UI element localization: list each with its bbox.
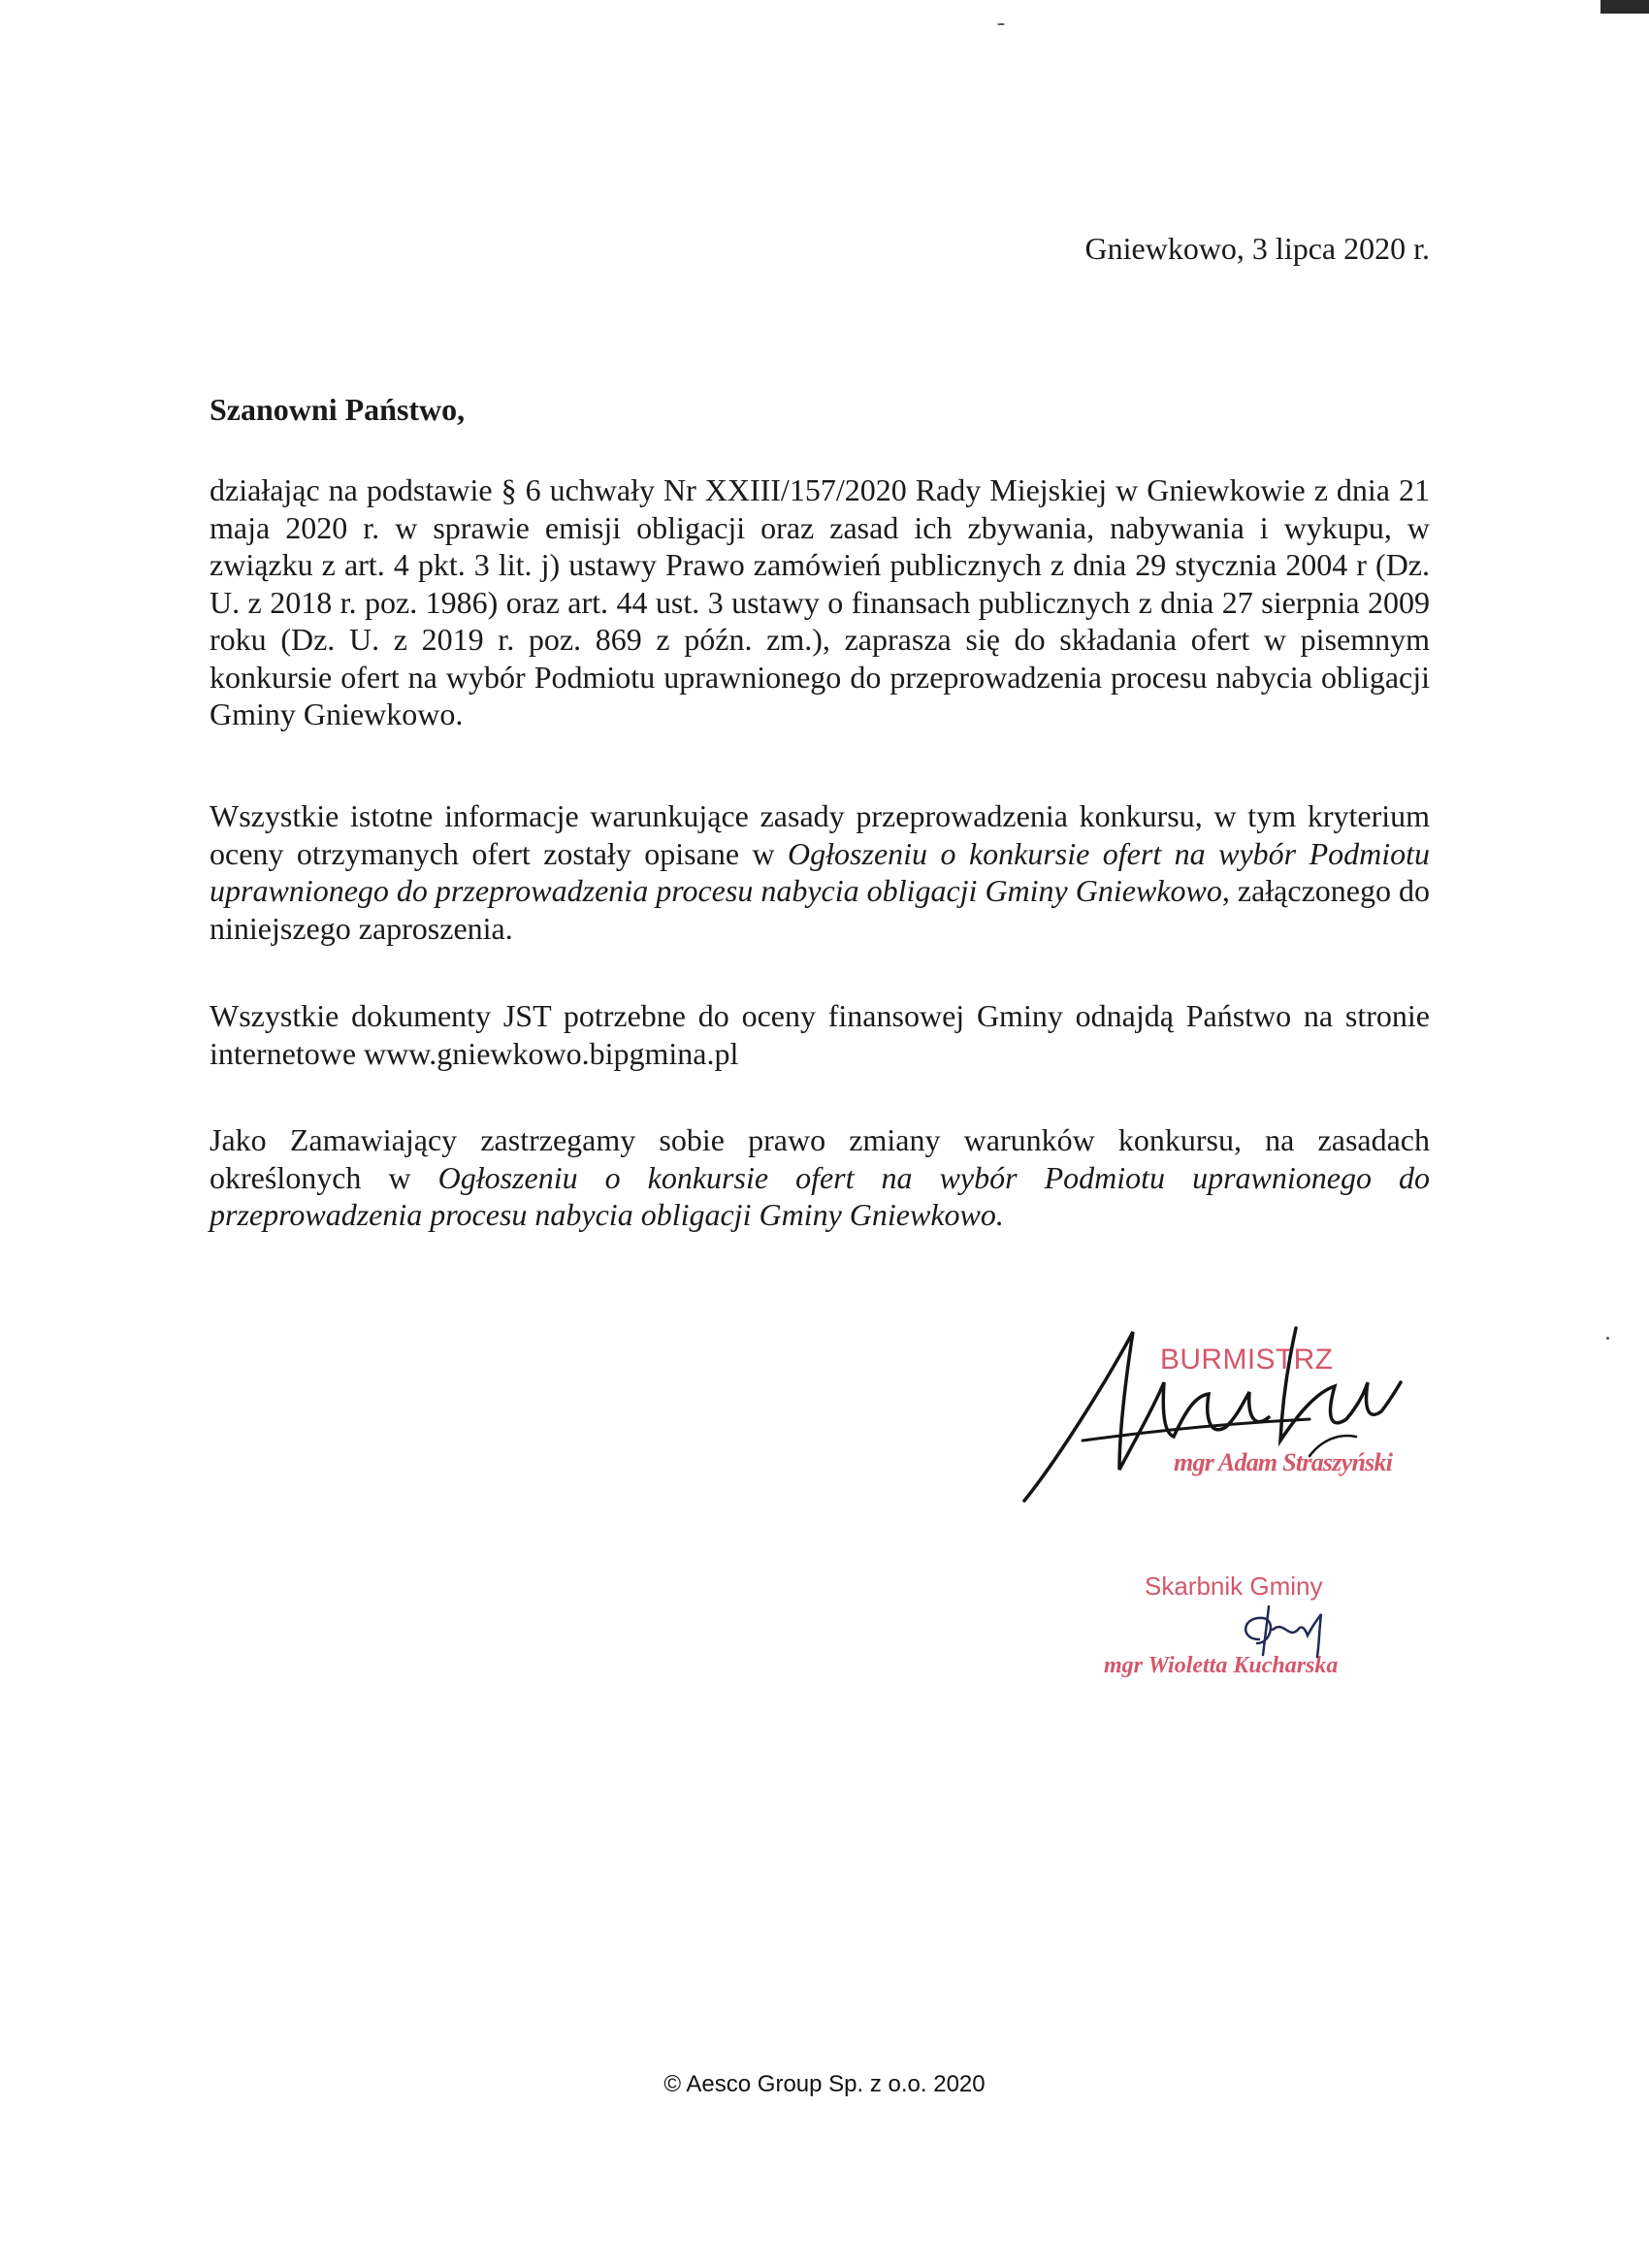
skarbnik-stamp-name: mgr Wioletta Kucharska [1104,1653,1339,1678]
skarbnik-signature [1230,1601,1335,1659]
paragraph-text: Wszystkie istotne informacje warunkujące zasady przeprowadzenia konkursu, w tym kryterium oceny otrzymanych ofert zostały opisane w [210,798,1430,871]
letter-date: Gniewkowo, 3 lipca 2020 r. [1084,231,1430,266]
announcement-title: Ogłoszeniu o konkursie ofert na wybór Podmiotu uprawnionego do przeprowadzenia procesu nabycia obligacji Gminy Gniewkowo [210,835,1431,908]
paragraph-conditions [210,797,1430,947]
paragraph-text: Jako Zamawiający zastrzegamy sobie prawo zmiany warunków konkursu, na zasadach określonych w [210,1122,1430,1195]
scan-speck [1606,1337,1609,1340]
paragraph-reservation [210,1121,1430,1234]
scan-speck [997,23,1005,25]
burmistrz-signature [1018,1324,1406,1508]
scan-edge-mark [1600,0,1649,14]
svg-text:BURMISTRZ: BURMISTRZ [1160,1344,1333,1375]
paragraph-invitation: działając na podstawie § 6 uchwały Nr XXIII/157/2020 Rady Miejskiej w Gniewkowie z dnia 21 maja 2020 r. w sprawie emisji obligacji oraz zasad ich zbywania, nabywania i wykupu, w związku z art. 4 pkt. 3 lit. j) ustawy Prawo zamówień publicznych z dnia 29 stycznia 2004 r (Dz. U. z 2018 r. poz. 1986) oraz art. 44 ust. 3 ustawy o finansach publicznych z dnia 27 sierpnia 2009 roku (Dz. U. z 2019 r. poz. 869 z późn. zm.), zaprasza się do składania ofert w pisemnym konkursie ofert na wybór Podmiotu uprawnionego do przeprowadzenia procesu nabycia obligacji Gminy Gniewkowo. [210,472,1430,731]
skarbnik-stamp-title: Skarbnik Gminy [1145,1571,1323,1601]
paragraph-documents: Wszystkie dokumenty JST potrzebne do oceny finansowej Gminy odnajdą Państwo na stronie internetowe www.gniewkowo.bipgmina.pl [210,998,1430,1071]
salutation: Szanowni Państwo, [210,392,466,427]
paragraph-text: , załączonego do niniejszego zaproszenia. [210,873,1430,946]
svg-text:mgr Adam Straszyński: mgr Adam Straszyński [1174,1448,1393,1476]
footer-copyright: © Aesco Group Sp. z o.o. 2020 [663,2071,986,2097]
announcement-title: Ogłoszeniu o konkursie ofert na wybór Podmiotu uprawnionego do przeprowadzenia procesu nabycia obligacji Gminy Gniewkowo. [210,1159,1430,1232]
